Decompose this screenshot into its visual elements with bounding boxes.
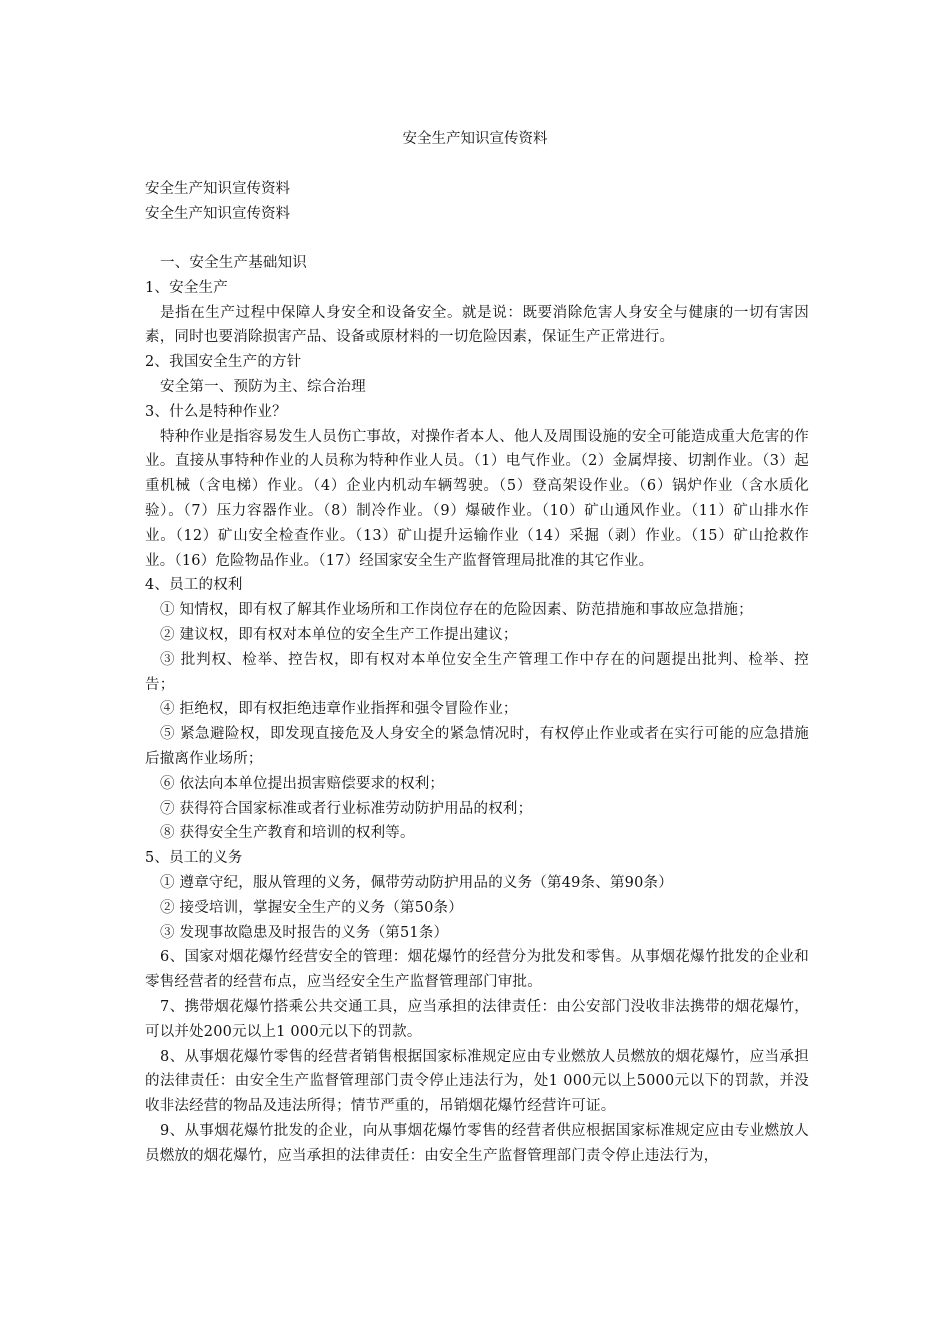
item-heading: 4、员工的权利 <box>145 577 243 594</box>
paragraph: 特种作业是指容易发生人员伤亡事故，对操作者本人、他人及周围设施的安全可能造成重大危害的作业。直接从事特种作业的人员称为特种作业人员。（1）电气作业。（2）金属焊接、切割作业。（3）起重机械（含电梯）作业。（4）企业内机动车辆驾驶。（5）登高架设作业。（6）锅炉作业（含水质化验）。（7）压力容器作业。（8）制冷作业。（9）爆破作业。（10）矿山通风作业。（11）矿山排水作业。（12）矿山安全检查作业。（13）矿山提升运输作业（14）采掘（剥）作业。（15）矿山抢救作业。（16）危险物品作业。（17）经国家安全生产监督管理局批准的其它作业。 <box>145 428 809 569</box>
list-item: ③ 发现事故隐患及时报告的义务（第51条） <box>160 924 449 941</box>
list-item: ① 知情权，即有权了解其作业场所和工作岗位存在的危险因素、防范措施和事故应急措施； <box>160 602 753 619</box>
item-heading: 5、员工的义务 <box>145 850 243 867</box>
paragraph: 7、携带烟花爆竹搭乘公共交通工具，应当承担的法律责任：由公安部门没收非法携带的烟花爆竹，可以并处200元以上1 000元以下的罚款。 <box>145 998 809 1040</box>
paragraph: 6、国家对烟花爆竹经营安全的管理：烟花爆竹的经营分为批发和零售。从事烟花爆竹批发的企业和零售经营者的经营布点，应当经安全生产监督管理部门审批。 <box>145 949 809 991</box>
list-item: ② 接受培训，掌握安全生产的义务（第50条） <box>160 899 463 916</box>
item-heading: 1、安全生产 <box>145 279 228 296</box>
item-heading: 3、什么是特种作业？ <box>145 403 287 420</box>
paragraph: 是指在生产过程中保障人身安全和设备安全。就是说：既要消除危害人身安全与健康的一切有害因素，同时也要消除损害产品、设备或原材料的一切危险因素，保证生产正常进行。 <box>145 304 809 346</box>
list-item: ② 建议权，即有权对本单位的安全生产工作提出建议； <box>160 626 518 643</box>
document-title: 安全生产知识宣传资料 <box>402 131 548 147</box>
paragraph: 安全第一、预防为主、综合治理 <box>160 378 366 395</box>
subtitle-line: 安全生产知识宣传资料 <box>145 206 290 222</box>
paragraph: 8、从事烟花爆竹零售的经营者销售根据国家标准规定应由专业燃放人员燃放的烟花爆竹，应当承担的法律责任：由安全生产监督管理部门责令停止违法行为，处1 000元以上5000元以下的罚款，并没收非法经营的物品及违法所得；情节严重的，吊销烟花爆竹经营许可证。 <box>145 1048 809 1115</box>
paragraph: 9、从事烟花爆竹批发的企业，向从事烟花爆竹零售的经营者供应根据国家标准规定应由专业燃放人员燃放的烟花爆竹，应当承担的法律责任：由安全生产监督管理部门责令停止违法行为， <box>145 1122 809 1164</box>
list-item: ④ 拒绝权，即有权拒绝违章作业指挥和强令冒险作业； <box>160 701 518 718</box>
subtitle-block <box>145 177 290 227</box>
list-item: ⑥ 依法向本单位提出损害赔偿要求的权利； <box>160 775 445 792</box>
list-item: ⑤ 紧急避险权，即发现直接危及人身安全的紧急情况时，有权停止作业或者在实行可能的应急措施后撤离作业场所； <box>145 726 809 767</box>
subtitle-line: 安全生产知识宣传资料 <box>145 181 290 197</box>
list-item: ③ 批判权、检举、控告权，即有权对本单位安全生产管理工作中存在的问题提出批判、检举、控告； <box>145 651 809 693</box>
document-body <box>145 251 809 1168</box>
list-item: ⑧ 获得安全生产教育和培训的权利等。 <box>160 825 415 842</box>
list-item: ① 遵章守纪，服从管理的义务，佩带劳动防护用品的义务（第49条、第90条） <box>160 874 673 891</box>
section-heading: 一、安全生产基础知识 <box>160 255 307 271</box>
item-heading: 2、我国安全生产的方针 <box>145 354 302 371</box>
list-item: ⑦ 获得符合国家标准或者行业标准劳动防护用品的权利； <box>160 800 533 817</box>
